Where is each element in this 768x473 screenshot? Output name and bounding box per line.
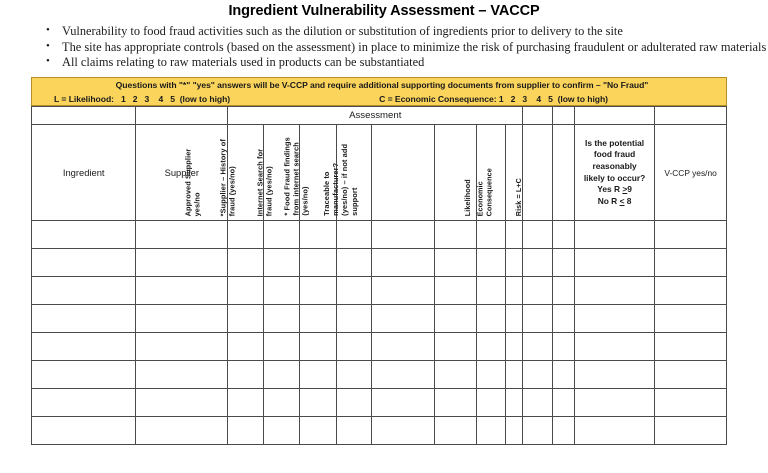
cell-internet_search[interactable] — [299, 333, 336, 361]
potential-risk-no-rule — [575, 196, 654, 208]
table-row[interactable] — [32, 333, 727, 361]
cell-risk[interactable] — [552, 277, 574, 305]
food-fraud-line-1: * Food Fraud findings — [282, 137, 292, 216]
cell-approved_supplier[interactable] — [228, 305, 264, 333]
vaccp-table-container — [31, 77, 727, 445]
cell-potential_risk[interactable] — [575, 221, 655, 249]
instructions-note-band — [31, 77, 727, 106]
column-header-risk — [514, 125, 574, 221]
cell-blank_2[interactable] — [476, 333, 506, 361]
cell-vccp[interactable] — [655, 221, 727, 249]
cell-supplier_history[interactable] — [263, 221, 299, 249]
table-row[interactable] — [32, 417, 727, 445]
list-item: • Vulnerability to food fraud activities such as the dilution or substitution of ingredients prior to delivery to the site — [44, 24, 768, 39]
cell-economic_consequence[interactable] — [523, 417, 553, 445]
cell-approved_supplier[interactable] — [228, 389, 264, 417]
cell-internet_search[interactable] — [299, 417, 336, 445]
cell-economic_consequence[interactable] — [523, 277, 553, 305]
cell-vccp[interactable] — [655, 305, 727, 333]
cell-traceable[interactable] — [371, 221, 434, 249]
internet-search-line-1: Internet Search for — [255, 148, 265, 216]
cell-economic_consequence[interactable] — [523, 333, 553, 361]
cell-economic_consequence[interactable] — [523, 389, 553, 417]
potential-risk-line-2: food fraud — [593, 149, 636, 160]
vaccp-assessment-table — [31, 106, 727, 445]
cell-blank_1[interactable] — [434, 249, 476, 277]
potential-risk-yes-rule — [575, 184, 654, 196]
cell-blank_1[interactable] — [434, 361, 476, 389]
cell-internet_search[interactable] — [299, 305, 336, 333]
no-rule-value: 8 — [624, 195, 632, 206]
cell-ingredient[interactable] — [32, 333, 136, 361]
cell-approved_supplier[interactable] — [228, 417, 264, 445]
table-row[interactable] — [32, 389, 727, 417]
cell-likelihood[interactable] — [506, 417, 523, 445]
cell-risk[interactable] — [552, 389, 574, 417]
yes-rule-operator: > — [622, 184, 628, 195]
cell-ingredient[interactable] — [32, 389, 136, 417]
cell-blank_2[interactable] — [476, 249, 506, 277]
list-item: • All claims relating to raw materials used in products can be substantiated — [44, 55, 768, 70]
risk-rot-label: Risk = L+C — [514, 177, 524, 216]
cell-risk[interactable] — [552, 361, 574, 389]
cell-likelihood[interactable] — [506, 333, 523, 361]
cell-blank_2[interactable] — [476, 361, 506, 389]
approved-supplier-line-1: Approved Supplier — [183, 148, 193, 216]
intro-bullet-list — [0, 24, 768, 70]
cell-potential_risk[interactable] — [575, 389, 655, 417]
cell-traceable[interactable] — [371, 417, 434, 445]
cell-blank_1[interactable] — [434, 277, 476, 305]
cell-blank_1[interactable] — [434, 389, 476, 417]
cell-blank_2[interactable] — [476, 221, 506, 249]
table-column-header-row — [32, 125, 727, 221]
cell-likelihood[interactable] — [506, 277, 523, 305]
cell-traceable[interactable] — [371, 249, 434, 277]
cell-supplier[interactable] — [136, 305, 228, 333]
cell-ingredient[interactable] — [32, 221, 136, 249]
consequence-label: C = Economic Consequence: — [379, 93, 497, 104]
cell-likelihood[interactable] — [506, 361, 523, 389]
cell-vccp[interactable] — [655, 417, 727, 445]
cell-approved_supplier[interactable] — [228, 333, 264, 361]
group-header-assessment: Assessment — [228, 107, 523, 125]
column-header-vccp: V-CCP yes/no — [655, 125, 727, 221]
cell-approved_supplier[interactable] — [228, 221, 264, 249]
no-rule-operator: < — [619, 195, 625, 206]
traceable-line-1: Traceable to — [321, 171, 331, 216]
list-item: • The site has appropriate controls (based on the assessment) in place to minimize the risk of purchasing fraudulent or adulterated raw materials — [44, 40, 768, 55]
economic-line-1: Economic — [475, 180, 485, 216]
internet-search-line-2: fraud (yes/no) — [264, 165, 274, 216]
cell-blank_2[interactable] — [476, 389, 506, 417]
cell-supplier[interactable] — [136, 361, 228, 389]
cell-vccp[interactable] — [655, 249, 727, 277]
table-group-header-row — [32, 107, 727, 125]
cell-traceable[interactable] — [371, 389, 434, 417]
table-row[interactable] — [32, 361, 727, 389]
cell-potential_risk[interactable] — [575, 249, 655, 277]
cell-blank_2[interactable] — [476, 305, 506, 333]
column-header-potential-risk — [575, 125, 655, 221]
group-header-blank-risk — [575, 107, 655, 125]
column-header-traceable — [321, 125, 434, 221]
cell-internet_search[interactable] — [299, 361, 336, 389]
cell-ingredient[interactable] — [32, 417, 136, 445]
likelihood-label: L = Likelihood: — [54, 93, 114, 104]
cell-economic_consequence[interactable] — [523, 305, 553, 333]
supplier-history-line-2: fraud (yes/no) — [228, 165, 238, 216]
cell-internet_search[interactable] — [299, 389, 336, 417]
cell-internet_search[interactable] — [299, 277, 336, 305]
food-fraud-line-2: from internet search — [291, 142, 301, 216]
cell-vccp[interactable] — [655, 277, 727, 305]
column-header-ingredient: Ingredient — [32, 125, 136, 221]
cell-potential_risk[interactable] — [575, 305, 655, 333]
cell-supplier_history[interactable] — [263, 249, 299, 277]
table-body — [32, 221, 727, 445]
cell-supplier[interactable] — [136, 277, 228, 305]
no-rule-prefix: No R — [597, 195, 620, 206]
cell-traceable[interactable] — [371, 361, 434, 389]
likelihood-key — [32, 93, 230, 105]
yes-rule-prefix: Yes R — [597, 184, 623, 195]
cell-internet_search[interactable] — [299, 249, 336, 277]
cell-supplier_history[interactable] — [263, 333, 299, 361]
potential-risk-line-4: likely to occur? — [583, 172, 646, 183]
cell-ingredient[interactable] — [32, 249, 136, 277]
cell-supplier_history[interactable] — [263, 417, 299, 445]
cell-blank_1[interactable] — [434, 221, 476, 249]
note-band-line-2 — [32, 92, 726, 105]
cell-risk[interactable] — [552, 417, 574, 445]
cell-vccp[interactable] — [655, 389, 727, 417]
cell-vccp[interactable] — [655, 361, 727, 389]
cell-food_fraud_findings[interactable] — [336, 249, 371, 277]
cell-likelihood[interactable] — [506, 221, 523, 249]
cell-ingredient[interactable] — [32, 361, 136, 389]
approved-supplier-line-2: yes/no — [192, 191, 202, 216]
cell-blank_2[interactable] — [476, 417, 506, 445]
traceable-line-4: support — [349, 187, 359, 216]
supplier-history-line-1: *Supplier – History of — [219, 138, 228, 216]
cell-risk[interactable] — [552, 221, 574, 249]
cell-blank_1[interactable] — [434, 305, 476, 333]
cell-ingredient[interactable] — [32, 305, 136, 333]
group-header-blank-likelihood — [523, 107, 553, 125]
cell-potential_risk[interactable] — [575, 417, 655, 445]
potential-risk-line-3: reasonably — [592, 160, 637, 171]
group-header-blank-potential — [655, 107, 727, 125]
cell-risk[interactable] — [552, 333, 574, 361]
traceable-line-3: (yes/no) – if not add — [340, 144, 350, 216]
table-row[interactable] — [32, 221, 727, 249]
traceable-line-2: manufacturer? — [331, 162, 341, 216]
likelihood-scale: 1 2 3 4 5 (low to high) — [120, 93, 231, 104]
consequence-scale: 1 2 3 4 5 (low to high) — [498, 93, 608, 104]
cell-potential_risk[interactable] — [575, 333, 655, 361]
cell-blank_1[interactable] — [434, 333, 476, 361]
cell-blank_1[interactable] — [434, 417, 476, 445]
cell-supplier[interactable] — [136, 389, 228, 417]
page-title: Ingredient Vulnerability Assessment – VACCP — [228, 3, 540, 19]
yes-rule-value: 9 — [627, 184, 632, 195]
potential-risk-line-1: Is the potential — [585, 137, 645, 148]
consequence-key — [379, 93, 726, 105]
cell-likelihood[interactable] — [506, 305, 523, 333]
food-fraud-line-3: (yes/no) — [300, 186, 310, 216]
note-band-line-1: Questions with "*" "yes" answers will be V-CCP and require additional supporting documents from supplier to confirm – "No Fraud" — [115, 80, 649, 90]
likelihood-rot-label: Likelihood — [463, 179, 473, 216]
cell-economic_consequence[interactable] — [523, 221, 553, 249]
cell-approved_supplier[interactable] — [228, 361, 264, 389]
cell-economic_consequence[interactable] — [523, 361, 553, 389]
economic-line-2: Consequence — [484, 167, 494, 216]
cell-potential_risk[interactable] — [575, 361, 655, 389]
table-row[interactable] — [32, 249, 727, 277]
cell-supplier_history[interactable] — [263, 389, 299, 417]
cell-potential_risk[interactable] — [575, 277, 655, 305]
cell-food_fraud_findings[interactable] — [336, 389, 371, 417]
cell-internet_search[interactable] — [299, 221, 336, 249]
cell-food_fraud_findings[interactable] — [336, 361, 371, 389]
cell-risk[interactable] — [552, 305, 574, 333]
table-row[interactable] — [32, 277, 727, 305]
cell-likelihood[interactable] — [506, 249, 523, 277]
cell-supplier[interactable] — [136, 221, 228, 249]
group-header-blank-consequence — [552, 107, 574, 125]
column-header-supplier: Supplier — [136, 125, 228, 221]
cell-supplier[interactable] — [136, 333, 228, 361]
cell-economic_consequence[interactable] — [523, 249, 553, 277]
cell-ingredient[interactable] — [32, 277, 136, 305]
cell-food_fraud_findings[interactable] — [336, 221, 371, 249]
cell-supplier_history[interactable] — [263, 305, 299, 333]
cell-food_fraud_findings[interactable] — [336, 333, 371, 361]
cell-food_fraud_findings[interactable] — [336, 417, 371, 445]
cell-blank_2[interactable] — [476, 277, 506, 305]
cell-traceable[interactable] — [371, 277, 434, 305]
cell-traceable[interactable] — [371, 333, 434, 361]
cell-food_fraud_findings[interactable] — [336, 277, 371, 305]
group-header-blank-ingredient — [32, 107, 136, 125]
cell-supplier[interactable] — [136, 417, 228, 445]
cell-vccp[interactable] — [655, 333, 727, 361]
table-row[interactable] — [32, 305, 727, 333]
cell-traceable[interactable] — [371, 305, 434, 333]
cell-approved_supplier[interactable] — [228, 277, 264, 305]
cell-supplier_history[interactable] — [263, 277, 299, 305]
cell-supplier_history[interactable] — [263, 361, 299, 389]
cell-likelihood[interactable] — [506, 389, 523, 417]
cell-food_fraud_findings[interactable] — [336, 305, 371, 333]
cell-approved_supplier[interactable] — [228, 249, 264, 277]
cell-risk[interactable] — [552, 249, 574, 277]
group-header-blank-supplier — [136, 107, 228, 125]
cell-supplier[interactable] — [136, 249, 228, 277]
